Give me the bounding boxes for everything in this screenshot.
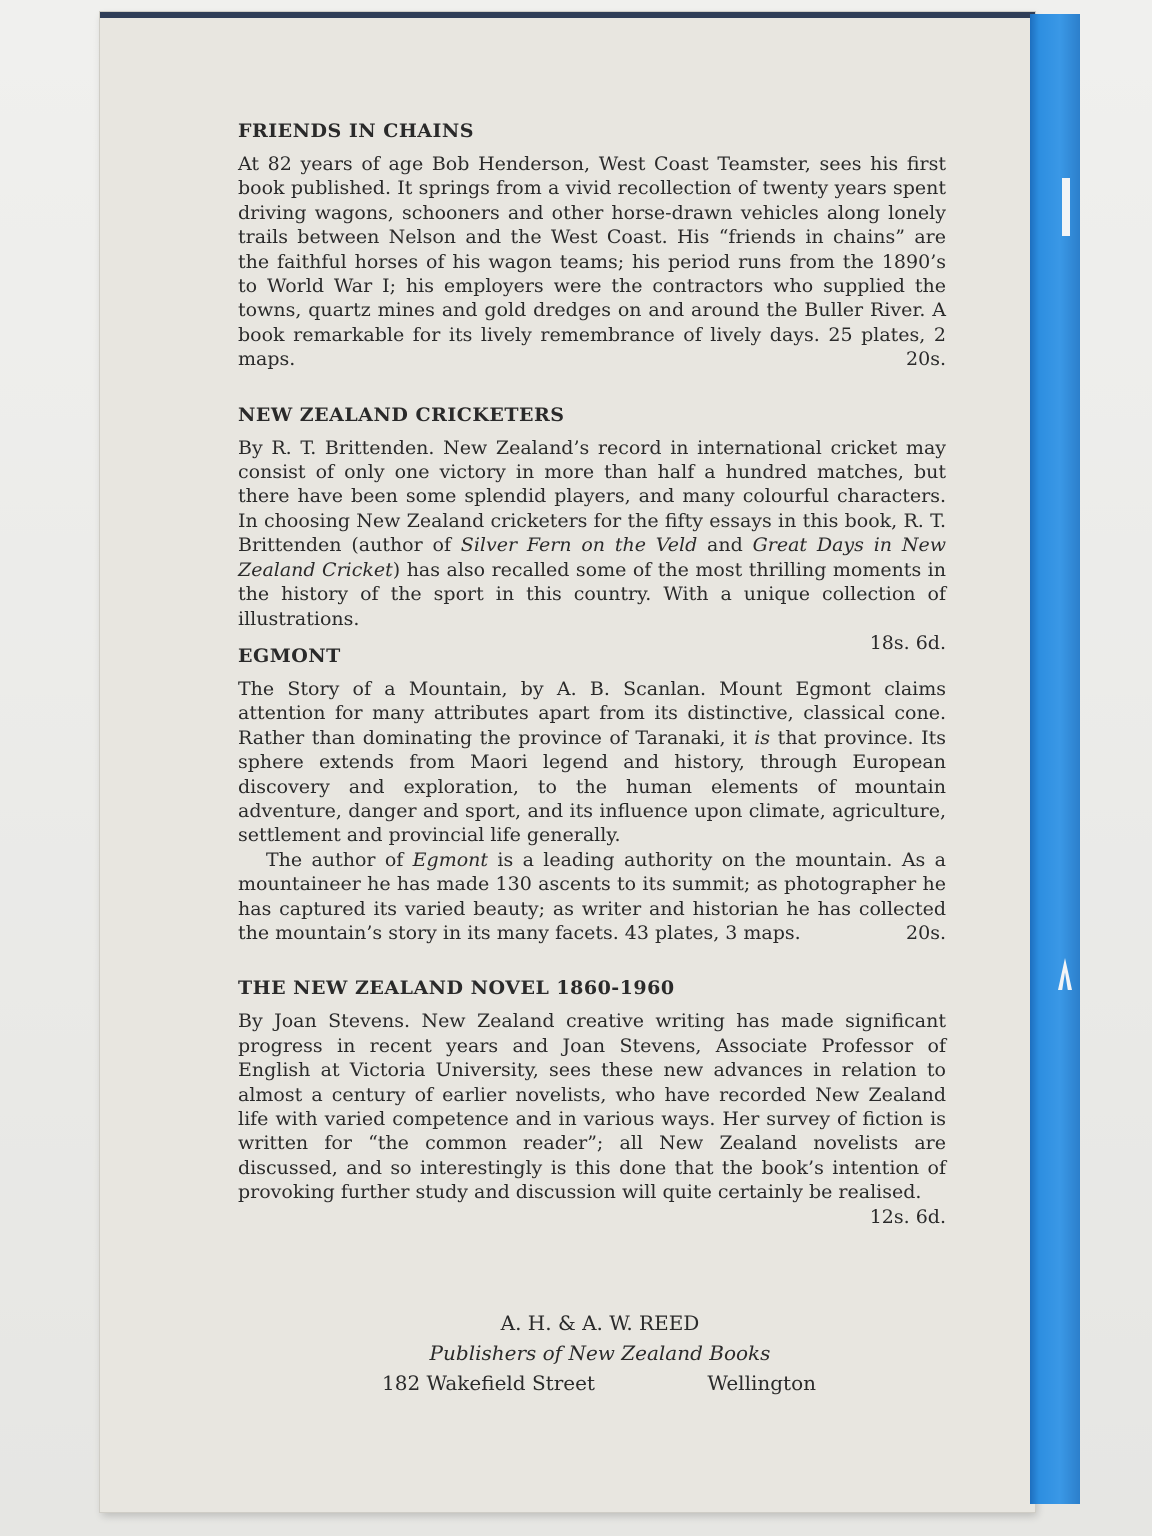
book-list — [238, 118, 946, 1229]
book-price: 20s. — [906, 348, 946, 371]
book-entry-new-zealand-cricketers — [238, 402, 946, 654]
book-price: 18s. 6d. — [869, 631, 946, 654]
book-title: EGMONT — [238, 644, 341, 667]
publisher-city: Wellington — [707, 1371, 816, 1395]
book-description — [238, 436, 946, 654]
book-description — [238, 152, 946, 372]
description-text: At 82 years of age Bob Henderson, West Coast Teamster, sees his first book published. It springs from a vivid recollection of twenty years spent driving wagons, schooners and other horse-drawn vehicles along lonely trails between Nelson and the West Coast. His “friends in chains” are the faithful horses of his wagon teams; his period runs from the 1890’s to World War I; his employers were the contractors who supplied the towns, quartz mines and gold dredges on and around the Buller River. A book remarkable for its lively remembrance of lively days. 25 plates, 2 maps. — [238, 153, 946, 371]
publisher-address — [380, 1368, 820, 1398]
description-text: that province. Its sphere extends from Maori legend and history, through European discovery and exploration, to the human elements of mountain adventure, danger and sport, and its influence upon climate, agriculture, settlement and provincial life generally. — [238, 726, 946, 847]
description-text: ) has also recalled some of the most thrilling moments in the history of the sport in this country. With a unique collection of illustrations. — [238, 558, 946, 630]
book-description — [238, 1009, 946, 1228]
description-text: The author of — [266, 848, 413, 871]
book-entry-new-zealand-novel — [238, 975, 946, 1228]
description-text: and — [697, 534, 753, 557]
description-text: By Joan Stevens. New Zealand creative writing has made significant progress in recent years and Joan Stevens, Associate Professor of English at Victoria University, sees these new advances in relation to almost a century of earlier novelists, who have recorded New Zealand life with varied competence and in various ways. Her survey of fiction is written for “the common reader”; all New Zealand novelists are discussed, and so interestingly is this done that the book’s intention of provoking further study and discussion will quite certainly be realised. — [238, 1010, 946, 1204]
book-entry-friends-in-chains — [238, 118, 946, 372]
book-title: FRIENDS IN CHAINS — [238, 120, 474, 142]
publisher-name: A. H. & A. W. REED — [500, 1311, 700, 1335]
book-spine — [1030, 14, 1080, 1504]
book-price: 12s. 6d. — [869, 1205, 946, 1228]
cited-book-title: Silver Fern on the Veld — [460, 534, 698, 557]
description-text: The Story of a Mountain, by A. B. Scanlan. Mount Egmont claims attention for many attributes apart from its distinctive, classical cone. Rather than dominating the province of Taranaki, it — [238, 677, 946, 749]
description-text: By R. T. Brittenden. New Zealand’s record in international cricket may consist of only one victory in more than half a hundred matches, but there have been some splendid players, and many colourful characters. In choosing New Zealand cricketers for the fifty essays in this book, R. T. Brittenden (author of — [238, 436, 946, 557]
book-title: THE NEW ZEALAND NOVEL 1860-1960 — [238, 977, 675, 1000]
book-description — [238, 677, 946, 848]
book-entry-egmont — [238, 643, 946, 945]
description-text: is a leading authority on the mountain. As a mountaineer he has made 130 ascents to its summit; as photographer he has captured its varied beauty; as writer and historian he has collected the mountain’s story in its many facets. 43 plates, 3 maps. — [238, 848, 946, 944]
cited-book-title: Great Days in New Zealand Cricket — [238, 534, 946, 581]
emphasis-text: is — [754, 726, 771, 749]
book-description-2 — [238, 848, 946, 946]
book-title: NEW ZEALAND CRICKETERS — [238, 403, 565, 426]
book-price: 20s. — [906, 921, 946, 944]
cited-book-title: Egmont — [412, 848, 489, 871]
publisher-street: 182 Wakefield Street — [382, 1371, 595, 1395]
publisher-tagline: Publishers of New Zealand Books — [429, 1341, 771, 1365]
publisher-imprint — [380, 1308, 820, 1398]
spine-lettering-mark — [1062, 178, 1070, 236]
